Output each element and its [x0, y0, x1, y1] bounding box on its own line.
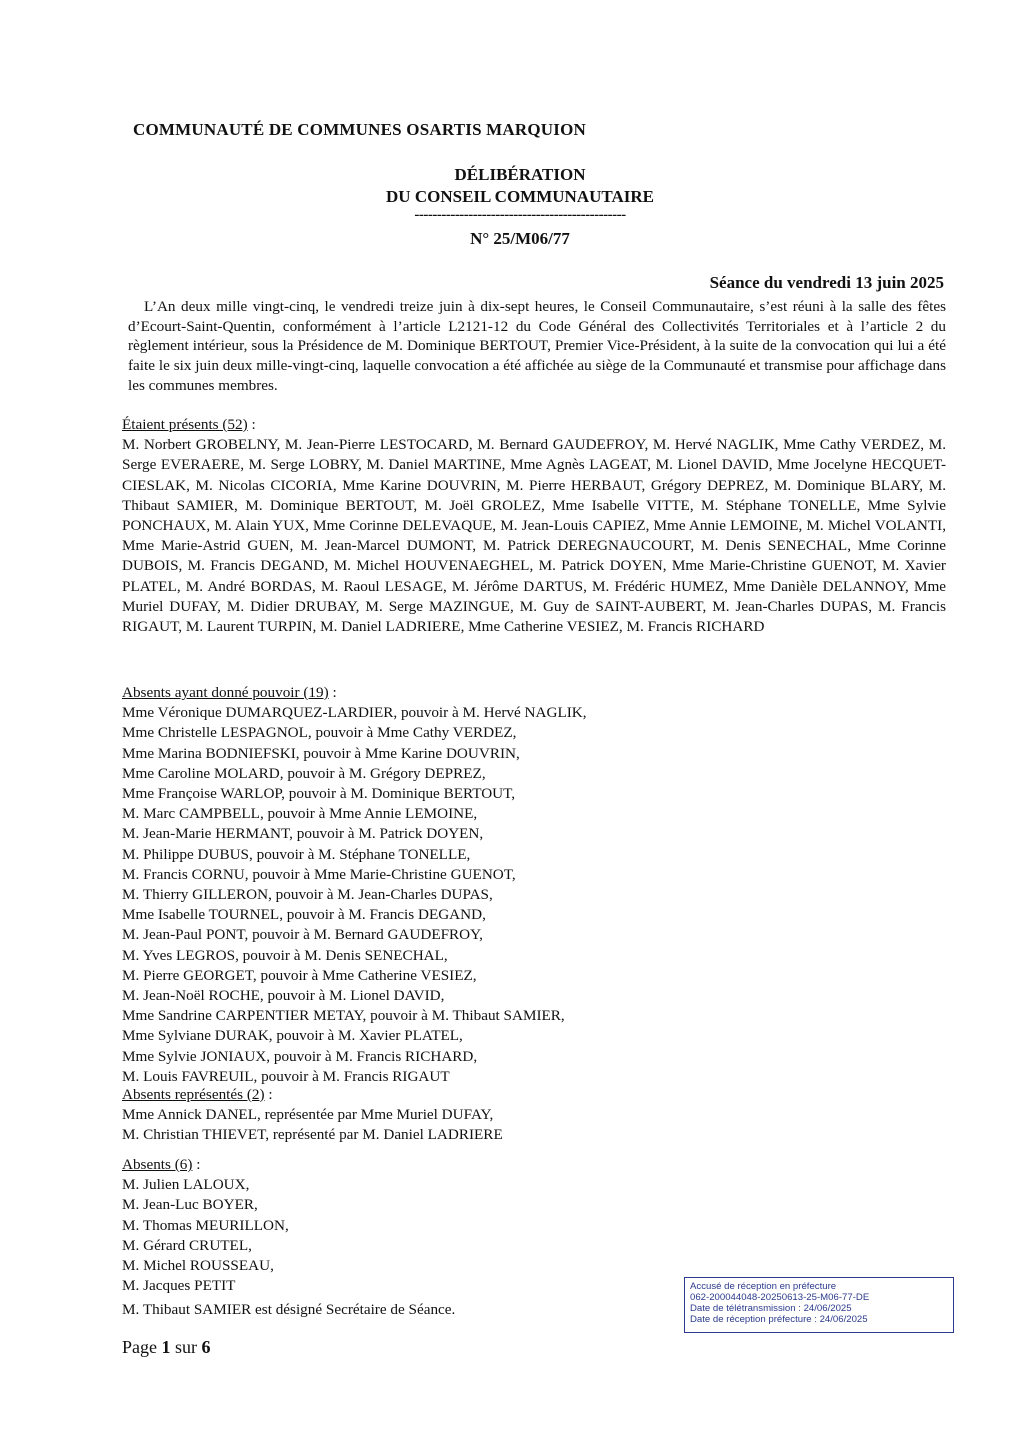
page-of-label: sur	[170, 1337, 202, 1357]
list-item: M. Jean-Noël ROCHE, pouvoir à M. Lionel DAVID,	[122, 987, 445, 1005]
page-footer	[122, 1337, 211, 1358]
stamp-line: Date de réception préfecture : 24/06/2025	[690, 1314, 868, 1325]
stamp-line: Date de télétransmission : 24/06/2025	[690, 1303, 852, 1314]
intro-paragraph: L’An deux mille vingt-cinq, le vendredi treize juin à dix-sept heures, le Conseil Communautaire, s’est réuni à la salle des fêtes d’Ecourt-Saint-Quentin, conformément à l’article L2121-12 du Code Général des Collectivités Territoriales et à l’article 2 du règlement intérieur, sous la Présidence de M. Dominique BERTOUT, Premier Vice-Président, à la suite de la convocation qui lui a été faite le six juin deux mille-vingt-cinq, laquelle convocation a été affichée au siège de la Communauté et transmise pour affichage dans les communes membres.	[128, 298, 946, 394]
present-section	[122, 415, 946, 637]
list-item: Mme Véronique DUMARQUEZ-LARDIER, pouvoir à M. Hervé NAGLIK,	[122, 704, 587, 722]
proxies-title: Absents ayant donné pouvoir (19)	[122, 684, 329, 701]
list-item: Mme Annick DANEL, représentée par Mme Muriel DUFAY,	[122, 1106, 494, 1124]
absent-title-suffix: :	[192, 1156, 201, 1173]
list-item: M. Jean-Marie HERMANT, pouvoir à M. Patrick DOYEN,	[122, 825, 484, 843]
present-list: M. Norbert GROBELNY, M. Jean-Pierre LESTOCARD, M. Bernard GAUDEFROY, M. Hervé NAGLIK, Mme Cathy VERDEZ, M. Serge EVERAERE, M. Serge LOBRY, M. Daniel MARTINE, Mme Agnès LAGEAT, M. Lionel DAVID, Mme Jocelyne HECQUET-CIESLAK, M. Nicolas CICORIA, Mme Karine DOUVRIN, M. Pierre HERBAUT, Grégory DEPREZ, M. Dominique BLARY, M. Thibaut SAMIER, M. Dominique BERTOUT, M. Joël GROLEZ, Mme Isabelle VITTE, M. Stéphane TONELLE, Mme Sylvie PONCHAUX, M. Alain YUX, Mme Corinne DELEVAQUE, M. Jean-Louis CAPIEZ, Mme Annie LEMOINE, M. Michel VOLANTI, Mme Marie-Astrid GUEN, M. Jean-Marcel DUMONT, M. Patrick DEREGNAUCOURT, M. Denis SENECHAL, Mme Corinne DUBOIS, M. Francis DEGAND, M. Michel HOUVENAEGHEL, M. Patrick DOYEN, Mme Marie-Christine GUENOT, M. Xavier PLATEL, M. André BORDAS, M. Raoul LESAGE, M. Jérôme DARTUS, M. Frédéric HUMEZ, Mme Danièle DELANNOY, Mme Muriel DUFAY, M. Didier DRUBAY, M. Serge MAZINGUE, M. Guy de SAINT-AUBERT, M. Jean-Charles DUPAS, M. Francis RIGAUT, M. Laurent TURPIN, M. Daniel LADRIERE, Mme Catherine VESIEZ, M. Francis RICHARD	[122, 436, 946, 636]
secretary-designation: M. Thibaut SAMIER est désigné Secrétaire de Séance.	[122, 1301, 456, 1318]
represented-title: Absents représentés (2)	[122, 1086, 265, 1103]
list-item: Mme Françoise WARLOP, pouvoir à M. Dominique BERTOUT,	[122, 785, 516, 803]
proxies-section	[122, 683, 946, 1087]
organization-name: COMMUNAUTÉ DE COMMUNES OSARTIS MARQUION	[133, 120, 586, 139]
page-total: 6	[201, 1337, 211, 1357]
list-item: M. Julien LALOUX,	[122, 1176, 250, 1194]
represented-list	[122, 1105, 946, 1145]
list-item: M. Christian THIEVET, représenté par M. Daniel LADRIERE	[122, 1126, 503, 1144]
page-label: Page	[122, 1337, 162, 1357]
absent-section	[122, 1155, 946, 1296]
list-item: M. Thierry GILLERON, pouvoir à M. Jean-Charles DUPAS,	[122, 886, 493, 904]
deliberation-number: N° 25/M06/77	[470, 229, 570, 248]
present-title: Étaient présents (52)	[122, 416, 248, 433]
list-item: M. Yves LEGROS, pouvoir à M. Denis SENECHAL,	[122, 946, 448, 964]
list-item: Mme Isabelle TOURNEL, pouvoir à M. Francis DEGAND,	[122, 906, 486, 924]
list-item: Mme Sandrine CARPENTIER METAY, pouvoir à M. Thibaut SAMIER,	[122, 1007, 565, 1025]
present-title-suffix: :	[247, 416, 256, 433]
list-item: M. Francis CORNU, pouvoir à Mme Marie-Christine GUENOT,	[122, 865, 516, 883]
document-type: DÉLIBÉRATION	[454, 165, 586, 184]
list-item: M. Michel ROUSSEAU,	[122, 1257, 274, 1275]
list-item: M. Gérard CRUTEL,	[122, 1236, 252, 1254]
represented-section	[122, 1085, 946, 1146]
stamp-line: Accusé de réception en préfecture	[690, 1281, 837, 1292]
list-item: Mme Sylviane DURAK, pouvoir à M. Xavier PLATEL,	[122, 1027, 463, 1045]
list-item: M. Louis FAVREUIL, pouvoir à M. Francis RIGAUT	[122, 1067, 450, 1085]
list-item: M. Thomas MEURILLON,	[122, 1216, 289, 1234]
list-item: M. Jacques PETIT	[122, 1277, 236, 1295]
list-item: M. Jean-Luc BOYER,	[122, 1196, 258, 1214]
stamp-line: 062-200044048-20250613-25-M06-77-DE	[690, 1292, 870, 1303]
list-item: Mme Marina BODNIEFSKI, pouvoir à Mme Karine DOUVRIN,	[122, 744, 520, 762]
proxies-list	[122, 703, 946, 1087]
proxies-title-suffix: :	[328, 684, 337, 701]
session-date: Séance du vendredi 13 juin 2025	[709, 273, 944, 292]
document-subtype: DU CONSEIL COMMUNAUTAIRE	[386, 187, 654, 206]
represented-title-suffix: :	[264, 1086, 273, 1103]
list-item: M. Jean-Paul PONT, pouvoir à M. Bernard GAUDEFROY,	[122, 926, 483, 944]
list-item: Mme Sylvie JONIAUX, pouvoir à M. Francis RICHARD,	[122, 1047, 478, 1065]
list-item: M. Philippe DUBUS, pouvoir à M. Stéphane TONELLE,	[122, 845, 471, 863]
absent-title: Absents (6)	[122, 1156, 193, 1173]
list-item: M. Marc CAMPBELL, pouvoir à Mme Annie LEMOINE,	[122, 805, 478, 823]
list-item: Mme Christelle LESPAGNOL, pouvoir à Mme Cathy VERDEZ,	[122, 724, 517, 742]
list-item: Mme Caroline MOLARD, pouvoir à M. Grégory DEPREZ,	[122, 764, 486, 782]
title-separator: -----------------------------------------------	[414, 207, 626, 223]
page-current: 1	[161, 1337, 171, 1357]
prefecture-receipt-stamp	[684, 1277, 954, 1333]
list-item: M. Pierre GEORGET, pouvoir à Mme Catherine VESIEZ,	[122, 966, 477, 984]
